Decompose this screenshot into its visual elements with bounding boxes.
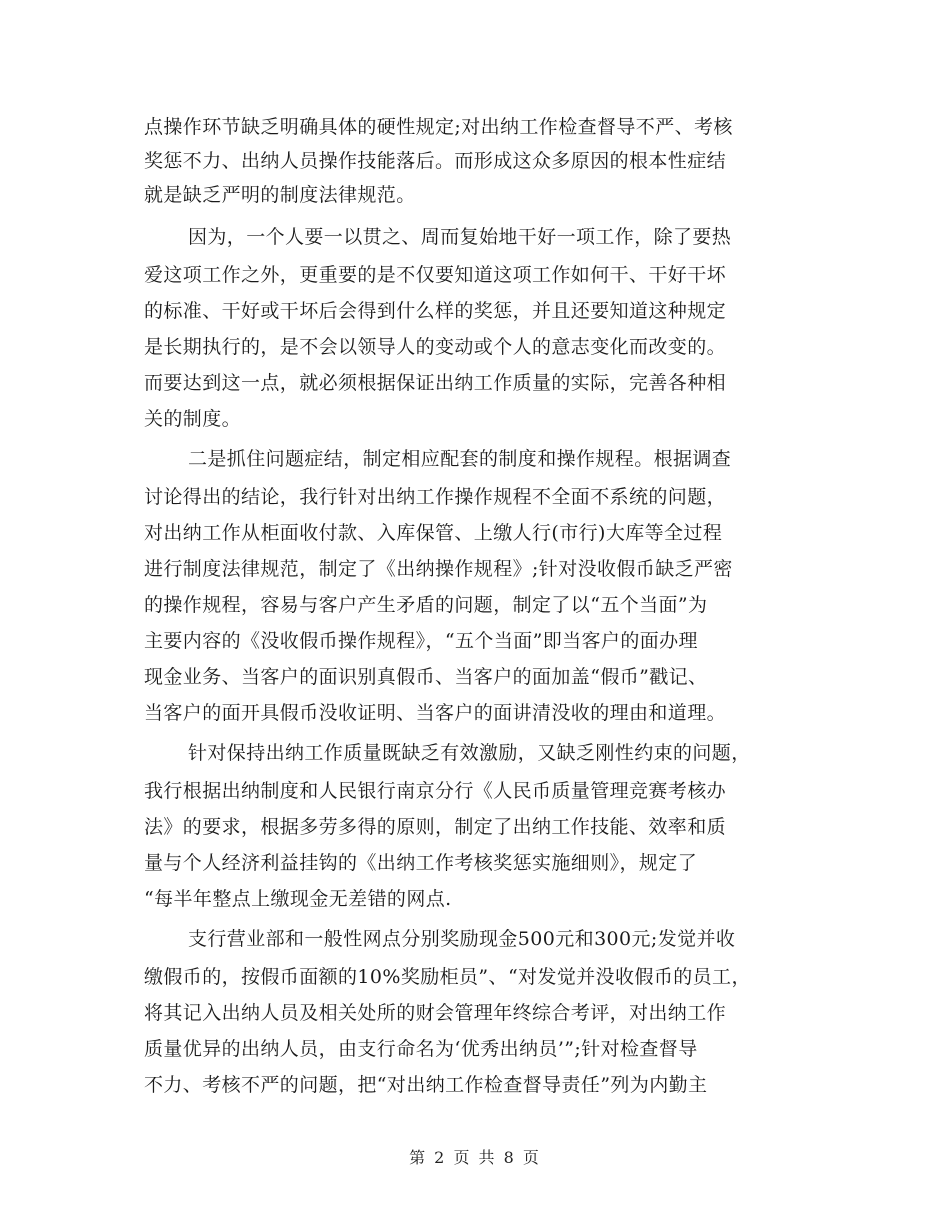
text-line: 的标准、干好或干坏后会得到什么样的奖惩，并且还要知道这种规定 bbox=[144, 300, 727, 322]
text-line: 就是缺乏严明的制度法律规范。 bbox=[144, 184, 416, 206]
text-line: 讨论得出的结论，我行针对出纳工作操作规程不全面不系统的问题， bbox=[144, 486, 727, 508]
text-line: 法》的要求，根据多劳多得的原则，制定了出纳工作技能、效率和质 bbox=[144, 816, 727, 838]
text-line: 量与个人经济利益挂钩的《出纳工作考核奖惩实施细则》，规定了 bbox=[144, 852, 698, 874]
text-line: 的操作规程，容易与客户产生矛盾的问题，制定了以“五个当面”为 bbox=[144, 594, 708, 616]
text-line: 我行根据出纳制度和人民银行南京分行《人民币质量管理竞赛考核办 bbox=[144, 780, 727, 802]
text-line: 主要内容的《没收假币操作规程》，“五个当面”即当客户的面办理 bbox=[144, 630, 698, 652]
paragraph-start-line: 因为，一个人要一以贯之、周而复始地干好一项工作，除了要热 bbox=[188, 226, 732, 248]
text-line: 现金业务、当客户的面识别真假币、当客户的面加盖“假币”戳记、 bbox=[144, 666, 708, 688]
text-line: 点操作环节缺乏明确具体的硬性规定;对出纳工作检查督导不严、考核 bbox=[144, 116, 733, 138]
text-line: 将其记入出纳人员及相关处所的财会管理年终综合考评，对出纳工作 bbox=[144, 1002, 727, 1024]
text-line: “每半年整点上缴现金无差错的网点. bbox=[144, 888, 452, 910]
text-line: 关的制度。 bbox=[144, 408, 242, 430]
text-line: 当客户的面开具假币没收证明、当客户的面讲清没收的理由和道理。 bbox=[144, 702, 727, 724]
text-line: 是长期执行的，是不会以领导人的变动或个人的意志变化而改变的。 bbox=[144, 336, 727, 358]
text-line: 不力、考核不严的问题，把“对出纳工作检查督导责任”列为内勤主 bbox=[144, 1074, 708, 1096]
text-line: 进行制度法律规范，制定了《出纳操作规程》;针对没收假币缺乏严密 bbox=[144, 558, 733, 580]
text-line: 质量优异的出纳人员，由支行命名为‘优秀出纳员’”;针对检查督导 bbox=[144, 1038, 698, 1060]
paragraph-start-line: 二是抓住问题症结，制定相应配套的制度和操作规程。根据调查 bbox=[188, 448, 732, 470]
paragraph-start-line: 支行营业部和一般性网点分别奖励现金500元和300元;发觉并收 bbox=[188, 928, 736, 950]
text-line: 爱这项工作之外，更重要的是不仅要知道这项工作如何干、干好干坏 bbox=[144, 264, 727, 286]
page-number-footer: 第 2 页 共 8 页 bbox=[409, 1148, 541, 1167]
paragraph-start-line: 针对保持出纳工作质量既缺乏有效激励，又缺乏刚性约束的问题， bbox=[188, 742, 751, 764]
text-line: 而要达到这一点，就必须根据保证出纳工作质量的实际，完善各种相 bbox=[144, 372, 727, 394]
text-line: 奖惩不力、出纳人员操作技能落后。而形成这众多原因的根本性症结 bbox=[144, 150, 727, 172]
text-line: 缴假币的，按假币面额的10%奖励柜员”、“对发觉并没收假币的员工， bbox=[144, 966, 751, 988]
text-line: 对出纳工作从柜面收付款、入库保管、上缴人行(市行)大库等全过程 bbox=[144, 522, 723, 544]
